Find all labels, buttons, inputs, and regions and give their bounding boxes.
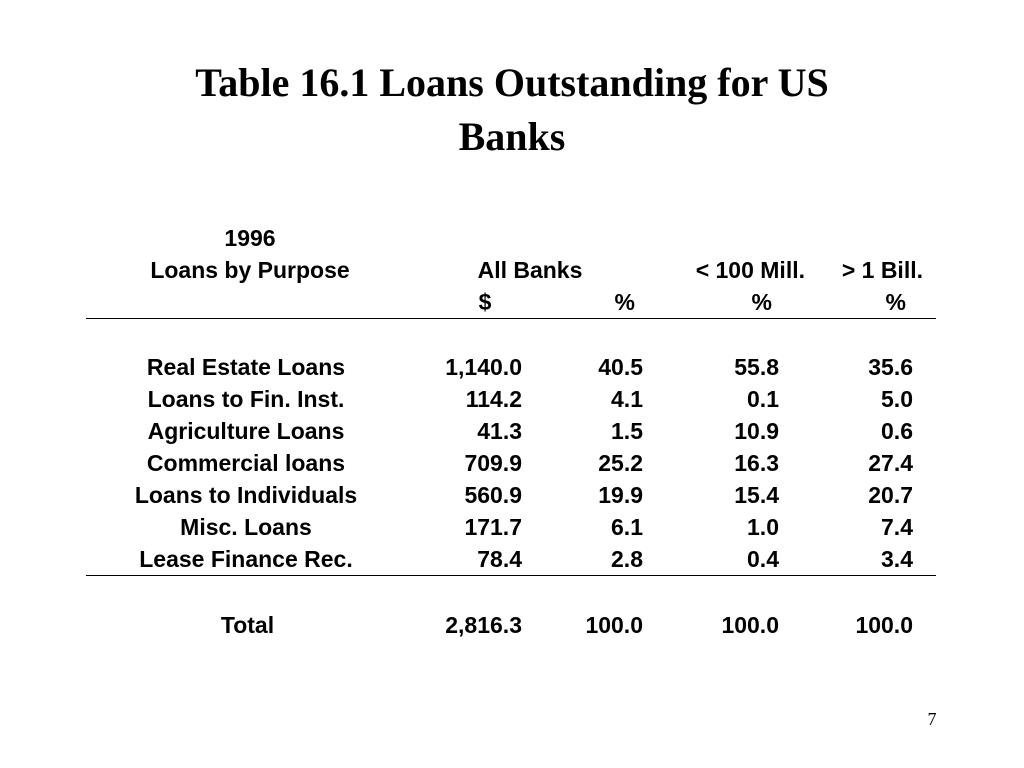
header-year: 1996 bbox=[224, 225, 276, 251]
slide-title-line-2: Banks bbox=[458, 114, 566, 159]
row-all-pct: 19.9 bbox=[598, 482, 643, 508]
row-all-pct: 2.8 bbox=[611, 546, 643, 572]
row-all-usd: 171.7 bbox=[464, 514, 522, 540]
total-small-pct: 100.0 bbox=[721, 612, 779, 638]
total-large-pct: 100.0 bbox=[855, 612, 913, 638]
row-all-usd: 41.3 bbox=[477, 418, 522, 444]
row-small-pct: 15.4 bbox=[734, 482, 779, 508]
row-large-pct: 3.4 bbox=[881, 546, 913, 572]
row-all-usd: 560.9 bbox=[464, 482, 522, 508]
row-small-pct: 0.4 bbox=[747, 546, 779, 572]
row-large-pct: 7.4 bbox=[881, 514, 913, 540]
row-all-pct: 1.5 bbox=[611, 418, 643, 444]
row-all-pct: 40.5 bbox=[598, 354, 643, 380]
header-unit-pct-all: % bbox=[614, 289, 635, 315]
row-all-usd: 114.2 bbox=[465, 386, 522, 412]
row-label: Agriculture Loans bbox=[147, 418, 345, 444]
row-all-pct: 4.1 bbox=[611, 386, 643, 412]
total-rule bbox=[86, 575, 936, 576]
row-small-pct: 1.0 bbox=[747, 514, 779, 540]
row-small-pct: 16.3 bbox=[734, 450, 779, 476]
row-label: Misc. Loans bbox=[180, 514, 312, 540]
row-label: Loans to Individuals bbox=[134, 482, 358, 508]
row-small-pct: 55.8 bbox=[734, 354, 779, 380]
slide-title-line-1: Table 16.1 Loans Outstanding for US bbox=[195, 60, 829, 105]
row-label: Loans to Fin. Inst. bbox=[147, 386, 345, 412]
row-all-usd: 1,140.0 bbox=[445, 354, 522, 380]
row-all-usd: 78.4 bbox=[477, 546, 522, 572]
row-large-pct: 20.7 bbox=[868, 482, 913, 508]
header-unit-usd: $ bbox=[478, 289, 492, 315]
row-large-pct: 27.4 bbox=[868, 450, 913, 476]
row-large-pct: 0.6 bbox=[881, 418, 913, 444]
header-unit-pct-large: % bbox=[885, 289, 906, 315]
row-all-usd: 709.9 bbox=[464, 450, 522, 476]
total-all-pct: 100.0 bbox=[585, 612, 643, 638]
row-label: Commercial loans bbox=[146, 450, 346, 476]
row-label: Lease Finance Rec. bbox=[139, 546, 353, 572]
row-small-pct: 0.1 bbox=[747, 386, 779, 412]
header-all-banks: All Banks bbox=[477, 257, 583, 283]
total-all-usd: 2,816.3 bbox=[445, 612, 522, 638]
header-rule bbox=[86, 318, 936, 319]
page-number: 7 bbox=[927, 709, 937, 729]
header-small-banks: < 100 Mill. bbox=[695, 257, 805, 283]
row-all-pct: 6.1 bbox=[611, 514, 643, 540]
header-large-banks: > 1 Bill. bbox=[841, 257, 923, 283]
row-all-pct: 25.2 bbox=[598, 450, 643, 476]
header-purpose: Loans by Purpose bbox=[150, 257, 350, 283]
header-unit-pct-small: % bbox=[751, 289, 772, 315]
slide-title bbox=[0, 56, 1024, 164]
row-large-pct: 5.0 bbox=[881, 386, 913, 412]
total-label: Total bbox=[220, 612, 275, 638]
row-label: Real Estate Loans bbox=[146, 354, 346, 380]
row-large-pct: 35.6 bbox=[868, 354, 913, 380]
row-small-pct: 10.9 bbox=[734, 418, 779, 444]
